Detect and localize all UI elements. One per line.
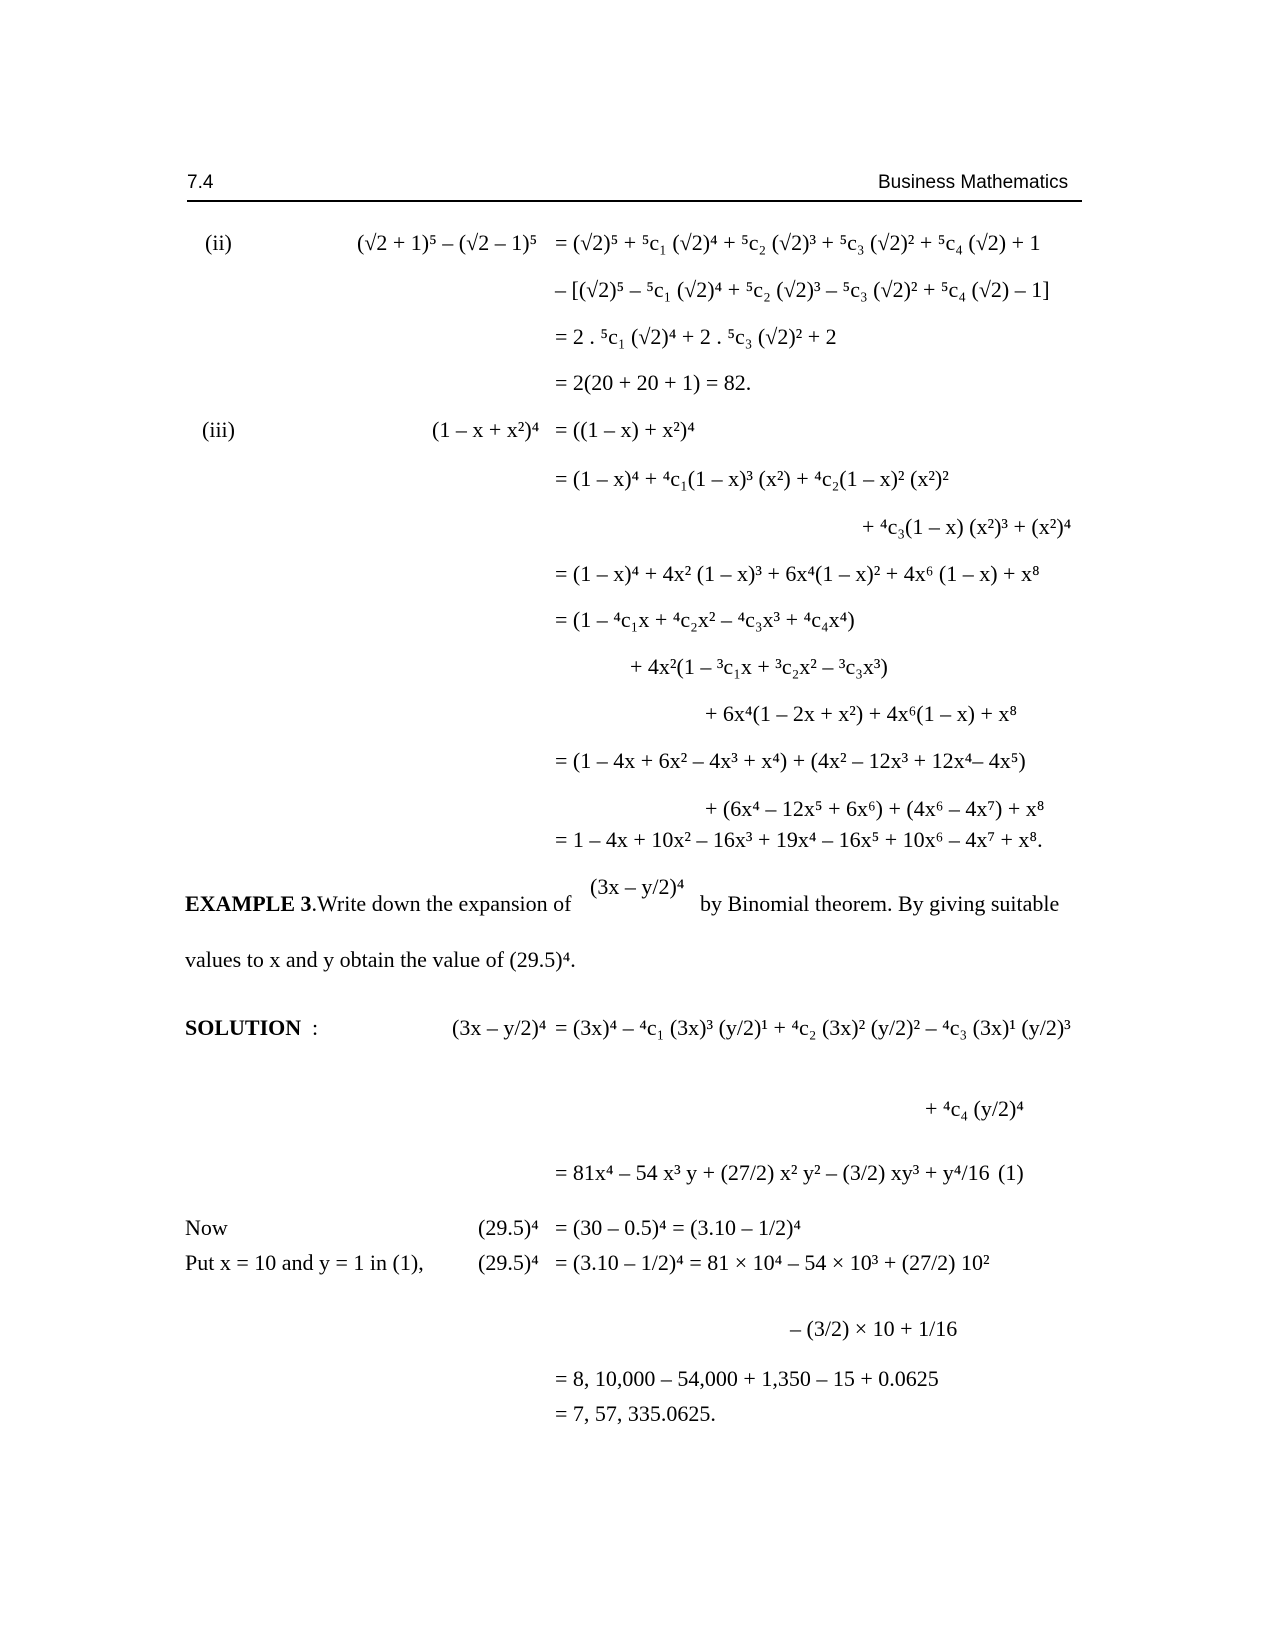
example3-text-after: by Binomial theorem. By giving suitable [700, 891, 1060, 916]
part-iii-lhs: (1 – x + x²)⁴ [432, 417, 540, 442]
example3-expr: (3x – y/2)⁴ [590, 874, 685, 899]
example3-line2: values to x and y obtain the value of (29.5)⁴. [185, 947, 576, 972]
part-iii-line6: + 4x²(1 – ³c₁x + ³c₂x² – ³c₃x³) [630, 654, 888, 679]
put-lhs: (29.5)⁴ [478, 1250, 539, 1275]
now-lhs: (29.5)⁴ [478, 1215, 539, 1240]
solution-colon: : [312, 1015, 319, 1040]
put-line2: – (3/2) × 10 + 1/16 [790, 1316, 958, 1341]
solution-line1: = (3x)⁴ – ⁴c₁ (3x)³ (y/2)¹ + ⁴c₂ (3x)² (y/2)² – ⁴c₃ (3x)¹ (y/2)³ [555, 1015, 1071, 1040]
part-iii-line5: = (1 – ⁴c₁x + ⁴c₂x² – ⁴c₃x³ + ⁴c₄x⁴) [555, 607, 855, 632]
example3-line1 [185, 893, 572, 915]
equation-number: (1) [998, 1160, 1024, 1185]
part-iii-line2: = (1 – x)⁴ + ⁴c₁(1 – x)³ (x²) + ⁴c₂(1 – x)² (x²)² [555, 466, 949, 491]
header-rule [187, 200, 1082, 202]
solution-line2: + ⁴c₄ (y/2)⁴ [925, 1096, 1024, 1121]
part-iii-label: (iii) [202, 417, 235, 442]
part-ii-line4: = 2(20 + 20 + 1) = 82. [555, 370, 752, 395]
page-number: 7.4 [187, 172, 214, 193]
part-iii-line9: + (6x⁴ – 12x⁵ + 6x⁶) + (4x⁶ – 4x⁷) + x⁸ [705, 796, 1045, 821]
solution-line3: = 81x⁴ – 54 x³ y + (27/2) x² y² – (3/2) xy³ + y⁴/16 [555, 1160, 990, 1185]
put-rhs: = (3.10 – 1/2)⁴ = 81 × 10⁴ – 54 × 10³ + (27/2) 10² [555, 1250, 990, 1275]
part-ii-line1: = (√2)⁵ + ⁵c₁ (√2)⁴ + ⁵c₂ (√2)³ + ⁵c₃ (√2)² + ⁵c₄ (√2) + 1 [555, 230, 1041, 255]
solution-result: = 7, 57, 335.0625. [555, 1401, 716, 1426]
solution-sum: = 8, 10,000 – 54,000 + 1,350 – 15 + 0.0625 [555, 1366, 939, 1391]
part-iii-line3: + ⁴c₃(1 – x) (x²)³ + (x²)⁴ [862, 514, 1072, 539]
example3-text-before: .Write down the expansion of [311, 891, 572, 916]
part-iii-line10: = 1 – 4x + 10x² – 16x³ + 19x⁴ – 16x⁵ + 10x⁶ – 4x⁷ + x⁸. [555, 827, 1043, 852]
part-ii-line2: – [(√2)⁵ – ⁵c₁ (√2)⁴ + ⁵c₂ (√2)³ – ⁵c₃ (√2)² + ⁵c₄ (√2) – 1] [555, 277, 1050, 302]
solution-lhs: (3x – y/2)⁴ [452, 1015, 547, 1040]
part-ii-line3: = 2 . ⁵c₁ (√2)⁴ + 2 . ⁵c₃ (√2)² + 2 [555, 324, 837, 349]
part-iii-line4: = (1 – x)⁴ + 4x² (1 – x)³ + 6x⁴(1 – x)² + 4x⁶ (1 – x) + x⁸ [555, 561, 1040, 586]
part-iii-line7: + 6x⁴(1 – 2x + x²) + 4x⁶(1 – x) + x⁸ [705, 701, 1018, 726]
part-ii-label: (ii) [205, 230, 232, 255]
part-iii-line1: = ((1 – x) + x²)⁴ [555, 417, 695, 442]
part-iii-line8: = (1 – 4x + 6x² – 4x³ + x⁴) + (4x² – 12x³ + 12x⁴– 4x⁵) [555, 748, 1026, 773]
put-label: Put x = 10 and y = 1 in (1), [185, 1250, 424, 1275]
book-title: Business Mathematics [878, 172, 1069, 193]
now-label: Now [185, 1215, 228, 1240]
now-rhs: = (30 – 0.5)⁴ = (3.10 – 1/2)⁴ [555, 1215, 802, 1240]
part-ii-lhs: (√2 + 1)⁵ – (√2 – 1)⁵ [357, 230, 538, 255]
solution-label: SOLUTION [185, 1015, 302, 1040]
example3-title: EXAMPLE 3 [185, 891, 312, 916]
